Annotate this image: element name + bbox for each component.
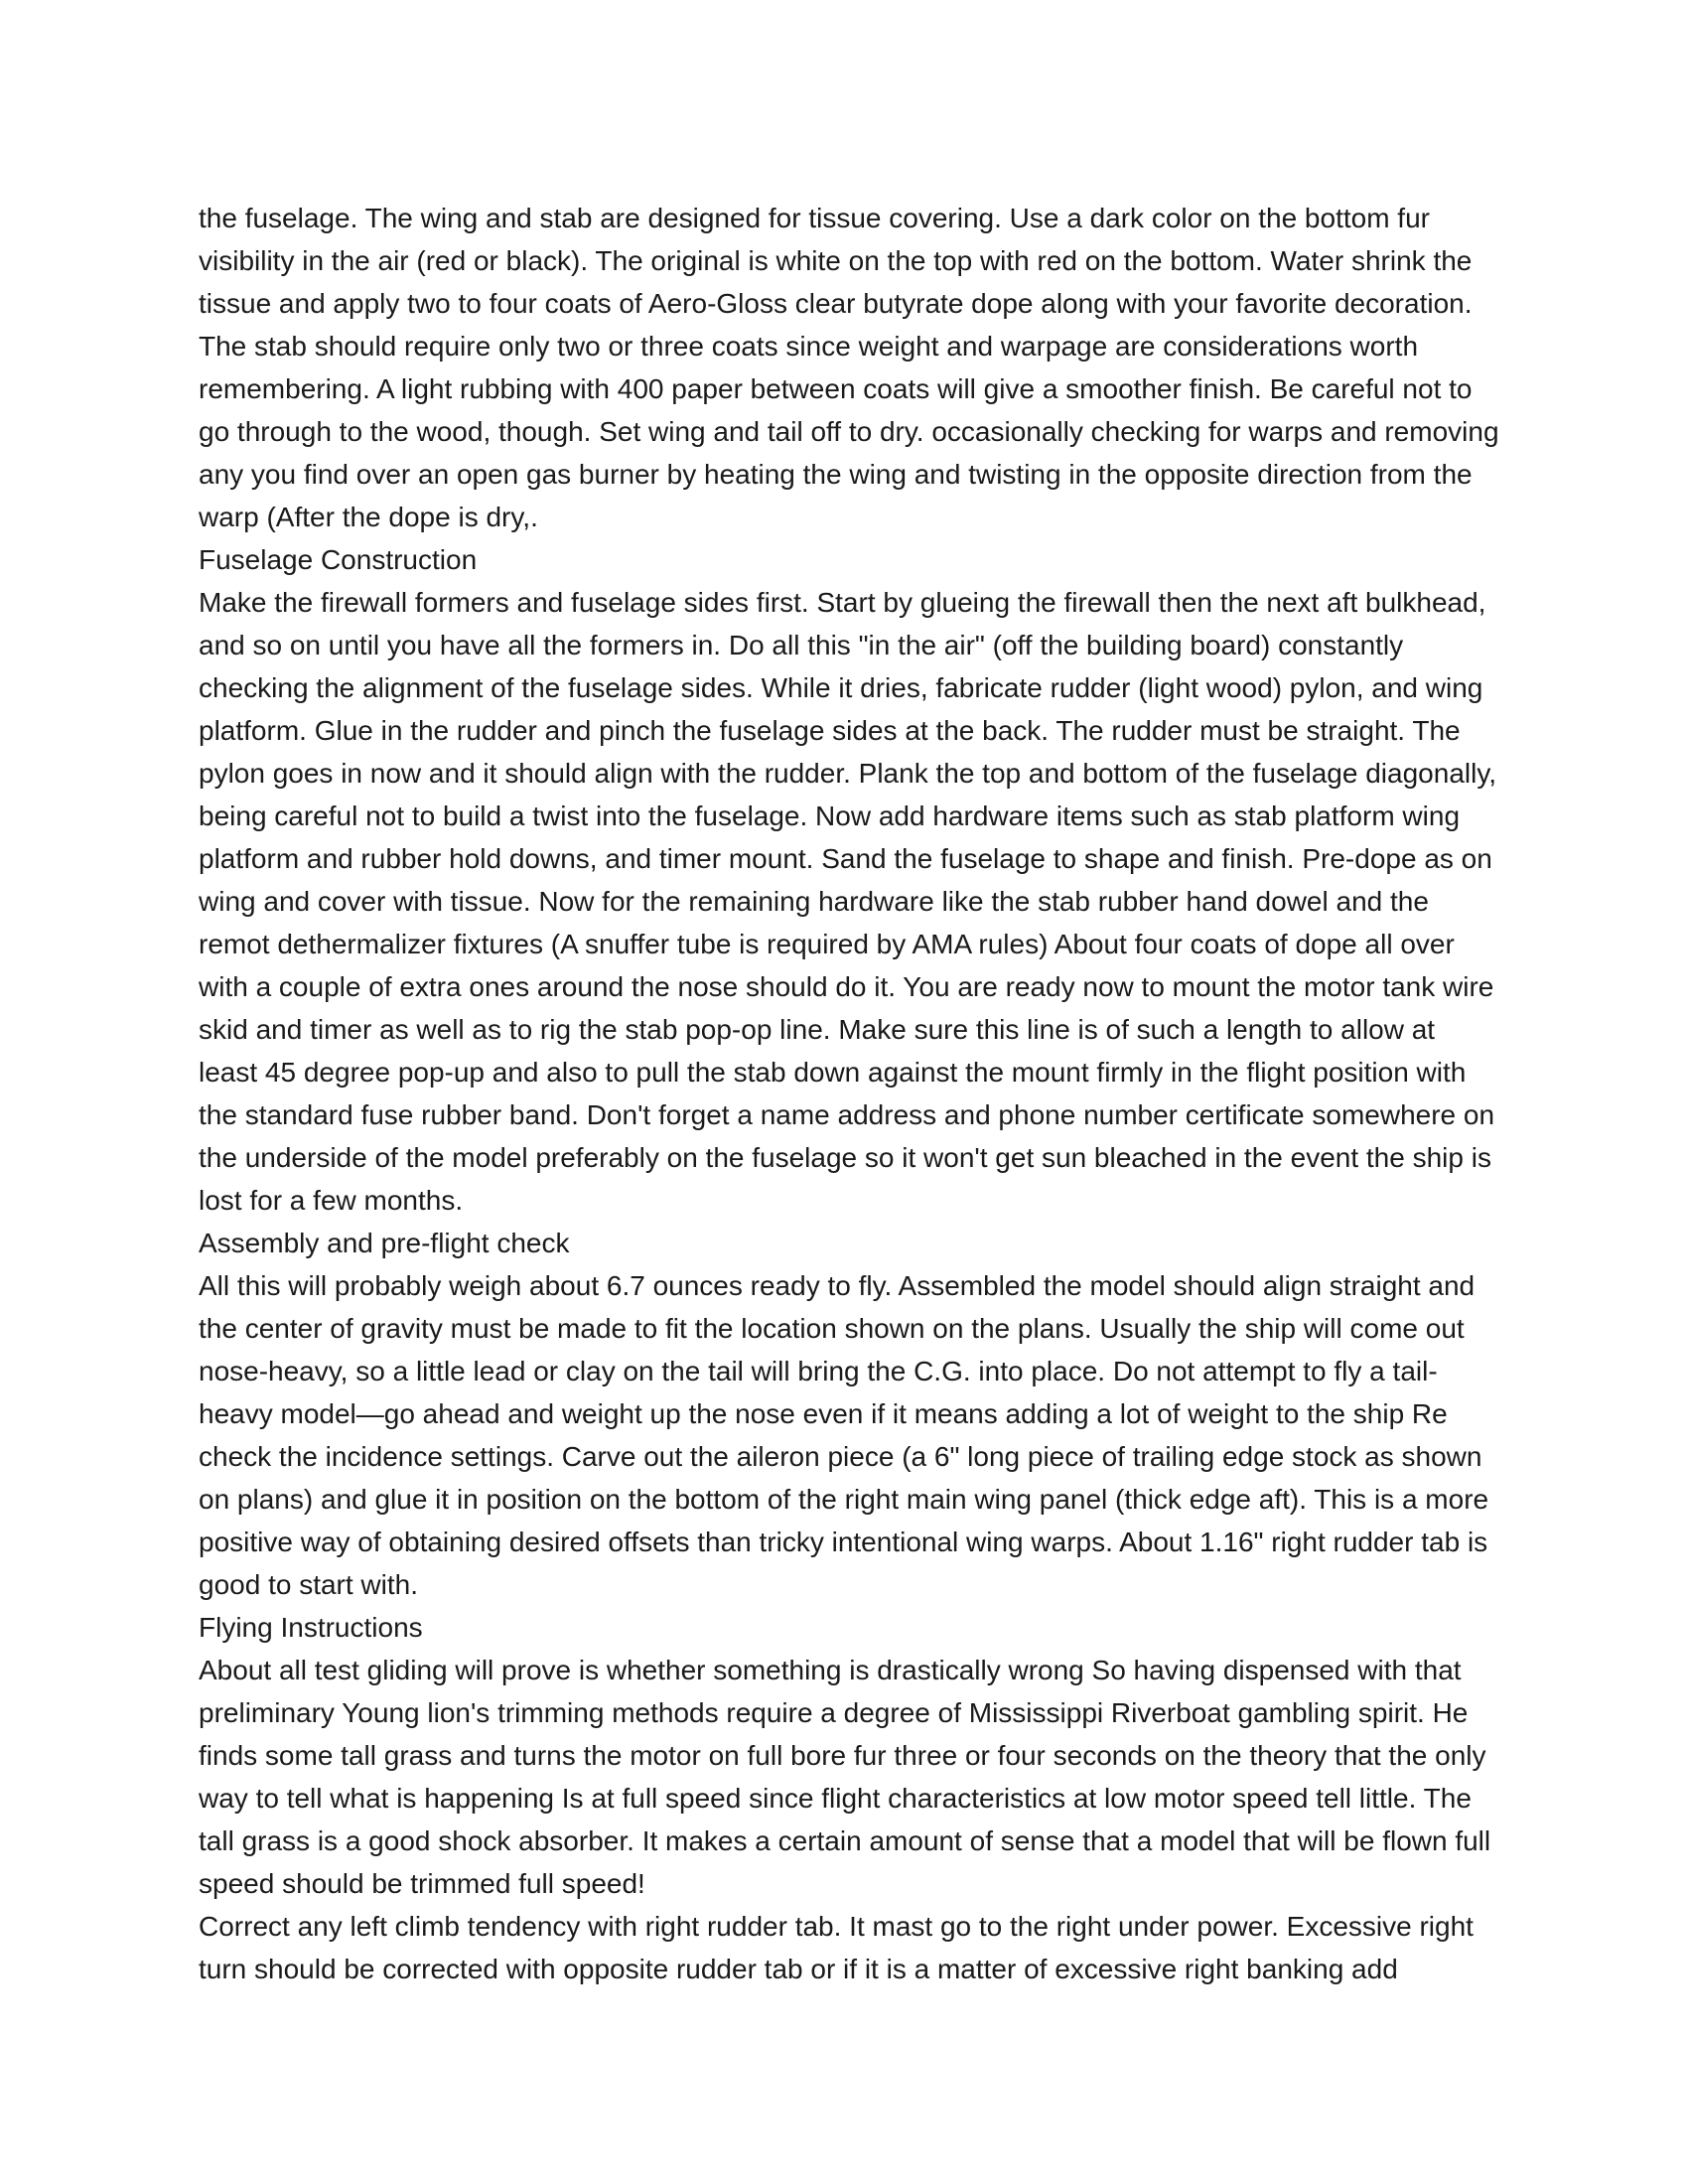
paragraph-trim-correction: Correct any left climb tendency with right rudder tab. It mast go to the right under power. Excessive right turn should be corrected with opposite rudder tab or if it is a matter of excessive right banking add: [199, 1911, 1474, 1984]
paragraph-covering: the fuselage. The wing and stab are designed for tissue covering. Use a dark color on the bottom fur visibility in the air (red or black). The original is white on the top with red on the bottom. Water shrink the tissue and apply two to four coats of Aero-Gloss clear butyrate dope along with your favorite decoration. The stab should require only two or three coats since weight and warpage are considerations worth remembering. A light rubbing with 400 paper between coats will give a smoother finish. Be careful not to go through to the wood, though. Set wing and tail off to dry. occasionally checking for warps and removing any you find over an open gas burner by heating the wing and twisting in the opposite direction from the warp (After the dope is dry,.: [199, 203, 1499, 532]
heading-assembly-preflight: Assembly and pre-flight check: [199, 1228, 570, 1258]
paragraph-flying-instructions: About all test gliding will prove is whether something is drastically wrong So having dispensed with that preliminary Young lion's trimming methods require a degree of Mississippi Riverboat gambling spirit. He finds some tall grass and turns the motor on full bore fur three or four seconds on the theory that the only way to tell what is happening Is at full speed since flight characteristics at low motor speed tell little. The tall grass is a good shock absorber. It makes a certain amount of sense that a model that will be flown full speed should be trimmed full speed!: [199, 1655, 1491, 1899]
heading-fuselage-construction: Fuselage Construction: [199, 544, 478, 575]
document-body: [199, 197, 1499, 1990]
heading-flying-instructions: Flying Instructions: [199, 1612, 423, 1643]
paragraph-fuselage-construction: Make the firewall formers and fuselage sides first. Start by glueing the firewall then the next aft bulkhead, and so on until you have all the formers in. Do all this "in the air" (off the building board) constantly checking the alignment of the fuselage sides. While it dries, fabricate rudder (light wood) pylon, and wing platform. Glue in the rudder and pinch the fuselage sides at the back. The rudder must be straight. The pylon goes in now and it should align with the rudder. Plank the top and bottom of the fuselage diagonally, being careful not to build a twist into the fuselage. Now add hardware items such as stab platform wing platform and rubber hold downs, and timer mount. Sand the fuselage to shape and finish. Pre-dope as on wing and cover with tissue. Now for the remaining hardware like the stab rubber hand dowel and the remot dethermalizer fixtures (A snuffer tube is required by AMA rules) About four coats of dope all over with a couple of extra ones around the nose should do it. You are ready now to mount the motor tank wire skid and timer as well as to rig the stab pop-op line. Make sure this line is of such a length to allow at least 45 degree pop-up and also to pull the stab down against the mount firmly in the flight position with the standard fuse rubber band. Don't forget a name address and phone number certificate somewhere on the underside of the model preferably on the fuselage so it won't get sun bleached in the event the ship is lost for a few months.: [199, 587, 1497, 1216]
paragraph-assembly-preflight: All this will probably weigh about 6.7 ounces ready to fly. Assembled the model should align straight and the center of gravity must be made to fit the location shown on the plans. Usually the ship will come out nose-heavy, so a little lead or clay on the tail will bring the C.G. into place. Do not attempt to fly a tail-heavy model—go ahead and weight up the nose even if it means adding a lot of weight to the ship Re check the incidence settings. Carve out the aileron piece (a 6" long piece of trailing edge stock as shown on plans) and glue it in position on the bottom of the right main wing panel (thick edge aft). This is a more positive way of obtaining desired offsets than tricky intentional wing warps. About 1.16" right rudder tab is good to start with.: [199, 1270, 1489, 1600]
